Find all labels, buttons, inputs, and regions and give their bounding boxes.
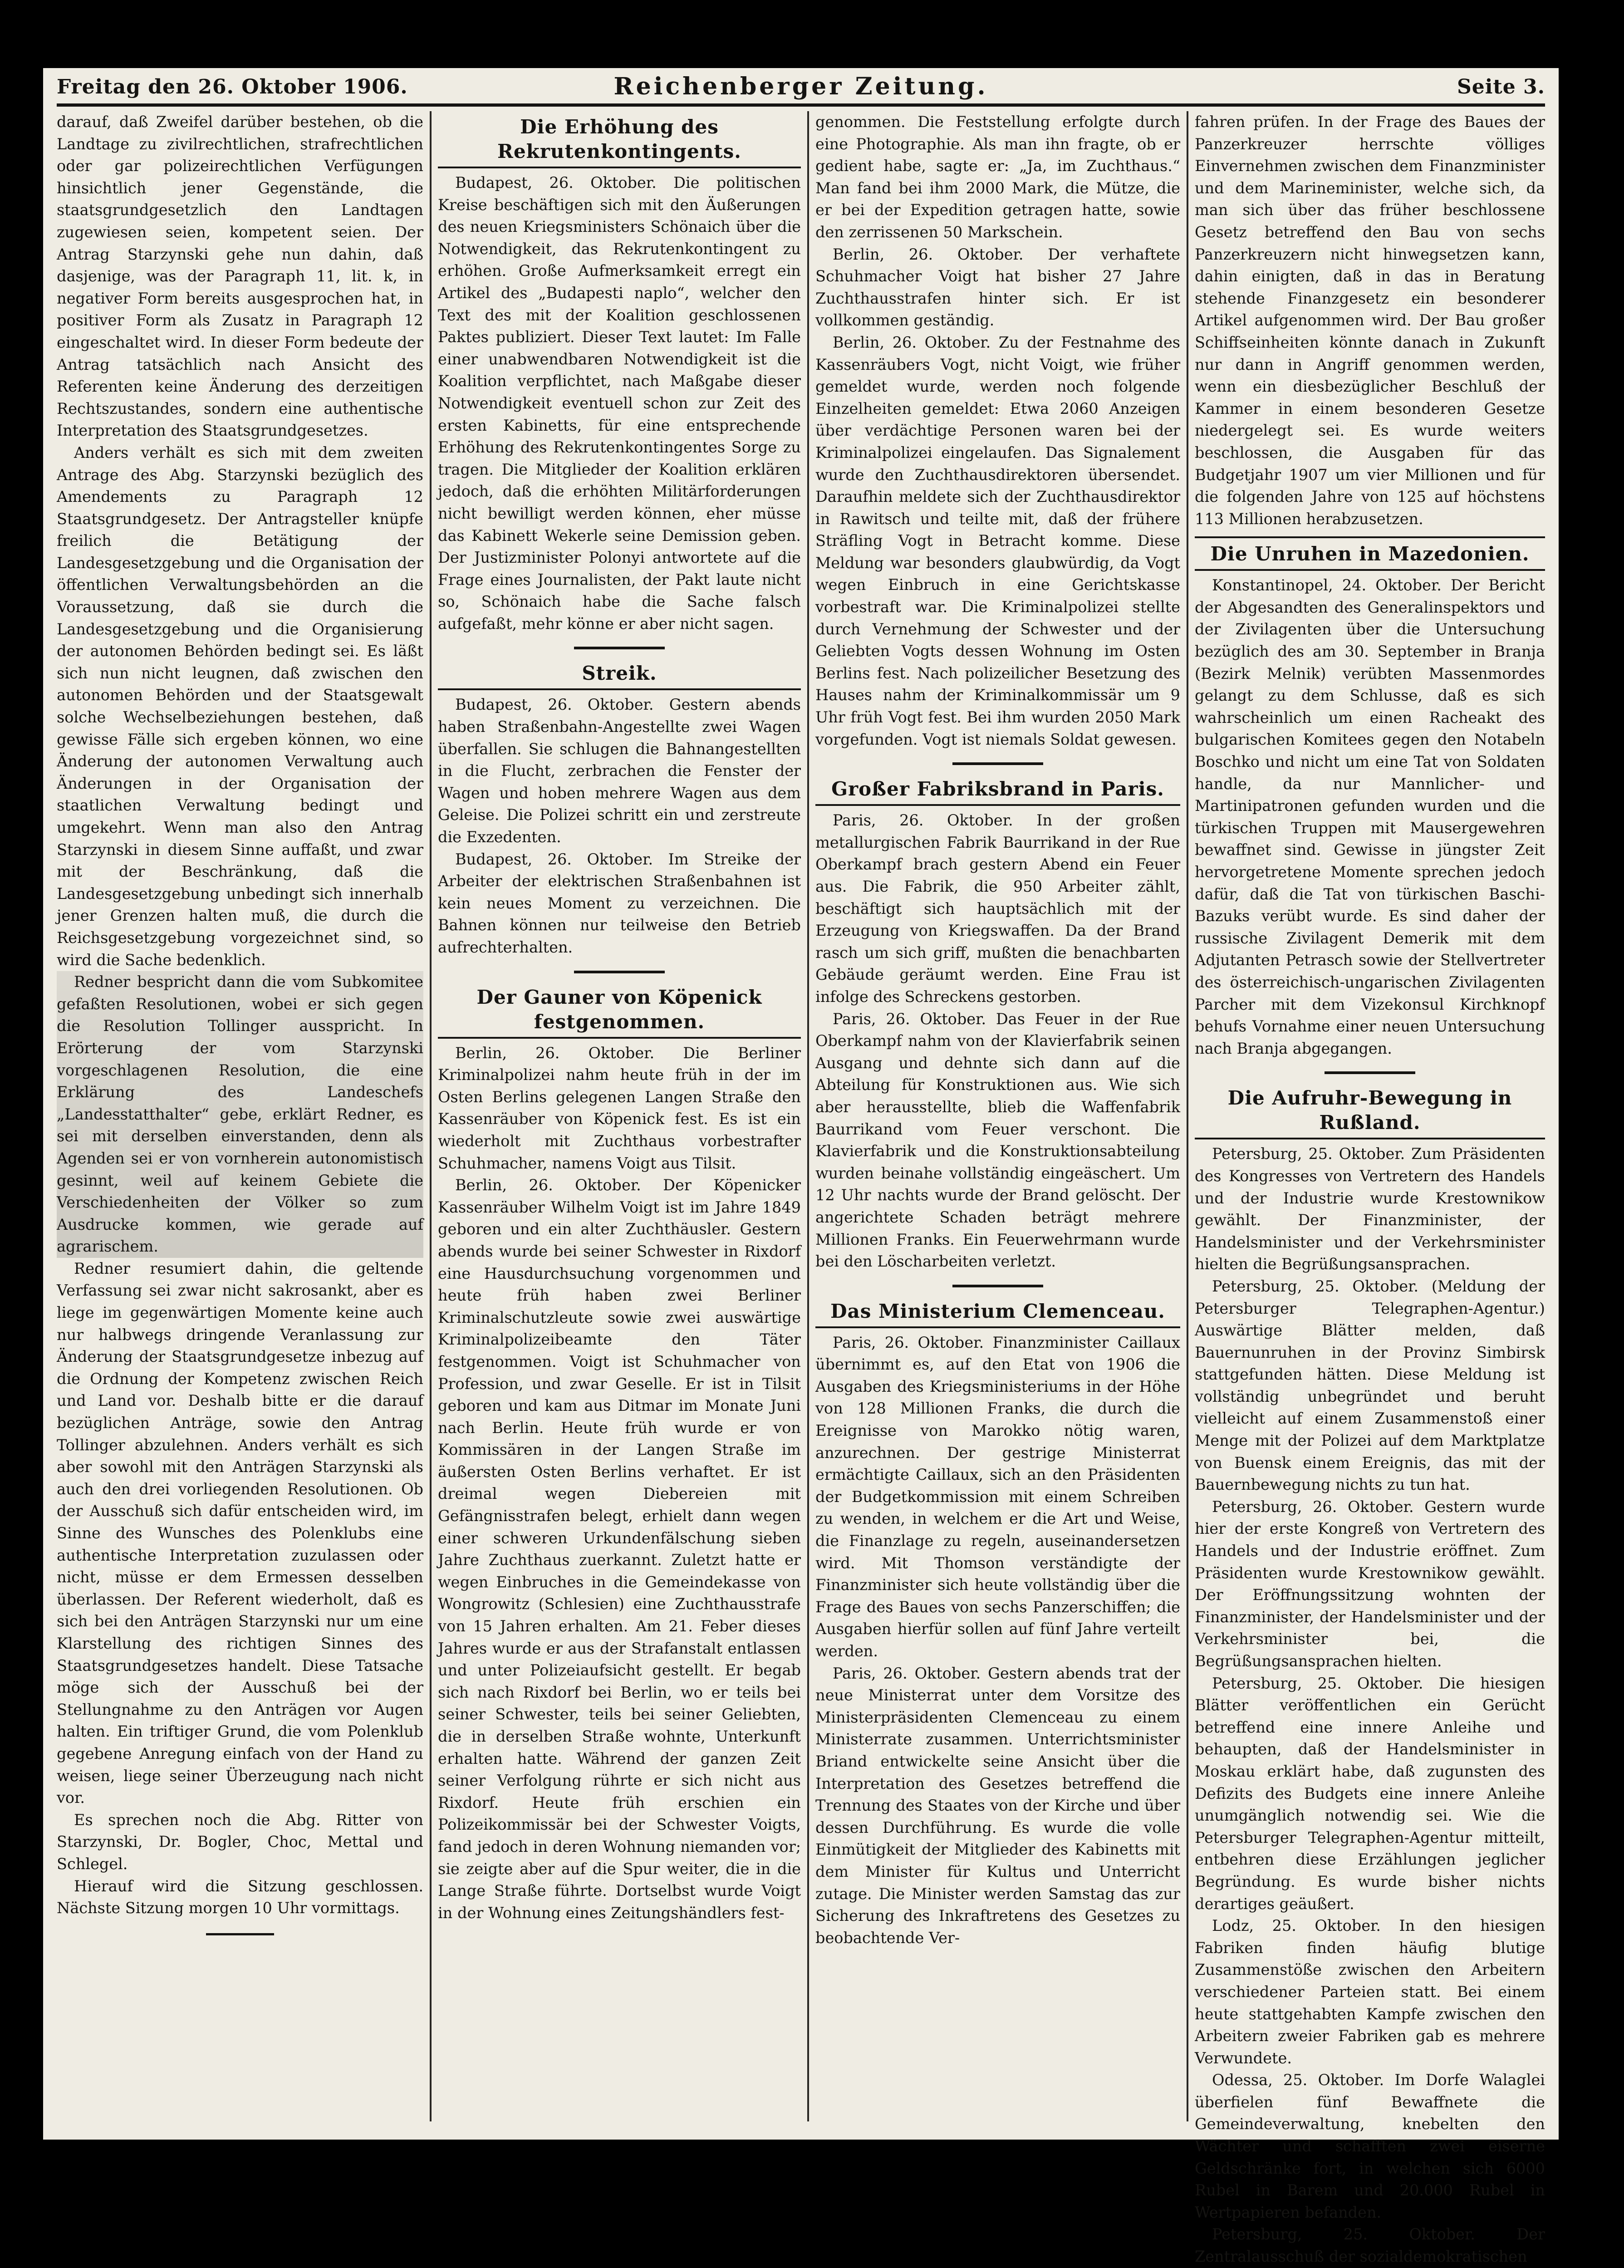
- article-title: Streik.: [582, 662, 657, 685]
- section-rule: [952, 762, 1043, 765]
- article-title: Die Unruhen in Mazedonien.: [1210, 543, 1530, 565]
- page-header: [57, 73, 1545, 101]
- title-rule: [438, 167, 801, 168]
- section-rule: [952, 1285, 1043, 1287]
- paragraph: Redner resumiert dahin, die geltende Verfassung sei zwar nicht sakrosankt, aber es liege im gegenwärtigen Momente keine auch nur halbwegs dringende Veranlassung zur Änderung der Staatsgrundgesetze inbezug auf die Ordnung der Kompetenz zwischen Reich und Land vor. Deshalb bitte er die darauf bezüglichen Anträge, sowie den Antrag Tollinger abzulehnen. Anders verhält es sich aber sowohl mit den Anträgen Starzynski als auch den drei vorliegenden Resolutionen. Ob der Ausschuß sich dafür entscheiden wird, im Sinne des Wunsches des Polenklubs eine authentische Interpretation zuzulassen oder nicht, müsse er dem Ermessen desselben überlassen. Der Referent wiederholt, daß es sich bei den Anträgen Starzynski nur um eine Klarstellung des richtigen Sinnes des Staatsgrundgesetzes handelt. Diese Tatsache möge sich der Ausschuß bei der Stellungnahme zu den Anträgen vor Augen halten. Ein triftiger Grund, die vom Polenklub gegebene Anregung einfach von der Hand zu weisen, liege seiner Überzeugung nach nicht vor.: [57, 1259, 423, 1807]
- title-rule: [815, 1326, 1180, 1328]
- paragraph: Budapest, 26. Oktober. Die politischen Kreise beschäftigen sich mit den Äußerungen des neuen Kriegsministers Schönaich über die Notwendigkeit, das Rekrutenkontingent zu erhöhen. Große Aufmerksamkeit erregt ein Artikel des „Budapesti naplo“, welcher den Text des mit der Koalition geschlossenen Paktes publiziert. Dieser Text lautet: Im Falle einer unabwendbaren Notwendigkeit ist die Koalition verpflichtet, nach Maßgabe dieser Notwendigkeit eventuell schon zur Zeit des ersten Kabinetts, für eine entsprechende Erhöhung des Rekrutenkontingentes Sorge zu tragen. Die Mitglieder der Koalition erklären jedoch, daß die erhöhten Militärforderungen nicht bewilligt werden können, eher müsse das Kabinett Wekerle seine Demission geben. Der Justizminister Polonyi antwortete auf die Frage eines Journalisten, der Pakt laute nicht so, Schönaich habe die Sache falsch aufgefaßt, mehr könne er aber nicht sagen.: [438, 174, 801, 633]
- paragraph: Paris, 26. Oktober. In der großen metallurgischen Fabrik Baurrikand in der Rue Oberkampf brach gestern Abend ein Feuer aus. Die Fabrik, die 950 Arbeiter zählt, beschäftigt sich hauptsächlich mit der Erzeugung von Kriegswaffen. Da der Brand rasch um sich griff, mußten die benachbarten Gebäude geräumt werden. Eine Frau ist infolge des Schreckens gestorben.: [815, 811, 1180, 1006]
- paragraph: Anders verhält es sich mit dem zweiten Antrage des Abg. Starzynski bezüglich des Amendements zu Paragraph 12 Staatsgrundgesetz. Der Antragsteller knüpfe freilich die Betätigung der Landesgesetzgebung und die Organisation der öffentlichen Verwaltungsbehörden an die Voraussetzung, daß sie durch die Landesgesetzgebung und die Organisierung der autonomen Behörden bedingt sei. Es läßt sich nun nicht leugnen, daß zwischen den autonomen Behörden und der Staatsgewalt solche Wechselbeziehungen bestehen, daß gewisse Fälle sich ergeben können, wo eine Änderung der autonomen Verwaltung auch Änderungen in der Organisation der staatlichen Verwaltung bedingt und umgekehrt. Wenn man also den Antrag Starzynski in diesem Sinne auffaßt, und zwar mit der Beschränkung, daß die Landesgesetzgebung unbedingt sich innerhalb jener Grenzen halten muß, die durch die Reichsgesetzgebung vorgezeichnet sind, so wird die Sache bedenklich.: [57, 443, 423, 969]
- paragraph: Petersburg, 25. Oktober. (Meldung der Petersburger Telegraphen-Agentur.) Auswärtige Blätter melden, daß Bauernunruhen in der Provinz Simbirsk stattgefunden hätten. Diese Meldung ist vollständig unbegründet und beruht vielleicht auf einem Zusammenstoß einer Menge mit der Polizei auf dem Marktplatze von Buensk einem Ereignis, das mit der Bauernbewegung nichts zu tun hat.: [1195, 1277, 1545, 1494]
- paragraph: Odessa, 25. Oktober. Im Dorfe Walaglei überfielen fünf Bewaffnete die Gemeindeverwaltung, knebelten den Wächter und schafften zwei eiserne Geldschränke fort, in welchen sich 6000 Rubel in Barem und 20.000 Rubel in Wertpapieren befanden.: [1195, 2071, 1545, 2221]
- paragraph: Berlin, 26. Oktober. Die Berliner Kriminalpolizei nahm heute früh in der im Osten Berlins gelegenen Langen Straße den Kassenräuber von Köpenick fest. Es ist ein wiederholt mit Zuchthaus vorbestrafter Schuhmacher, namens Voigt aus Tilsit.: [438, 1044, 801, 1172]
- masthead-title: Reichenberger Zeitung.: [613, 73, 988, 100]
- paragraph: Petersburg, 25. Oktober. Die hiesigen Blätter veröffentlichen ein Gerücht betreffend eine innere Anleihe und behaupten, daß der Handelsminister in Moskau erklärt habe, daß zugunsten des Defizits des Budgets eine innere Anleihe unumgänglich notwendig sei. Wie die Petersburger Telegraphen-Agentur mitteilt, entbehren diese Erzählungen jeglicher Begründung. Es wurde bisher nichts derartiges geäußert.: [1195, 1674, 1545, 1913]
- column-1: [57, 111, 423, 2121]
- paragraph: Petersburg, 26. Oktober. Gestern wurde hier der erste Kongreß von Vertretern des Handels und der Industrie eröffnet. Zum Präsidenten wurde Krestownikow gewählt. Der Eröffnungssitzung wohnten der Finanzminister, der Handelsminister und der Verkehrsminister bei, die Begrüßungsansprachen hielten.: [1195, 1497, 1545, 1670]
- paragraph: Paris, 26. Oktober. Finanzminister Caillaux übernimmt es, auf den Etat von 1906 die Ausgaben des Kriegsministeriums in der Höhe von 128 Millionen Franks, die durch die Ereignisse von Marokko nötig waren, anzurechnen. Der gestrige Ministerrat ermächtigte Caillaux, sich an den Präsidenten der Budgetkommission mit einem Schreiben zu wenden, in welchem er die Art und Weise, die Finanzlage zu regeln, auseinandersetzen wird. Mit Thomson verständigte der Finanzminister sich heute vollständig über die Frage des Baues von sechs Panzerschiffen; die Ausgaben hierfür sollen auf fünf Jahre verteilt werden.: [815, 1333, 1180, 1660]
- article-title: Die Aufruhr-Bewegung in Rußland.: [1227, 1087, 1512, 1134]
- paragraph: genommen. Die Feststellung erfolgte durch eine Photographie. Als man ihn fragte, ob er gedient habe, sagte er: „Ja, im Zuchthaus.“ Man fand bei ihm 2000 Mark, die Mütze, die er bei der Expedition getragen hatte, sowie den zerrissenen 50 Markschein.: [815, 113, 1180, 241]
- title-rule: [1195, 569, 1545, 571]
- columns: [57, 111, 1545, 2266]
- article-title: Der Gauner von Köpenick festgenommen.: [476, 986, 762, 1033]
- paragraph: Paris, 26. Oktober. Gestern abends trat der neue Ministerrat unter dem Vorsitze des Ministerpräsidenten Clemenceau zu einem Ministerrate zusammen. Unterrichtsminister Briand entwickelte seine Ansicht über die Interpretation des Gesetzes betreffend die Trennung des Staates von der Kirche und über dessen Durchführung. Es wurde die volle Einmütigkeit der Mitglieder des Kabinetts mit dem Minister für Kultus und Unterricht zutage. Die Minister werden Samstag das zur Sicherung des Inkraftretens des Gesetzes zu beobachtende Ver-: [815, 1664, 1180, 1947]
- header-rule: [57, 103, 1545, 107]
- column-rule: [807, 111, 809, 2121]
- title-rule: [1195, 1138, 1545, 1139]
- paragraph: Petersburg, 25. Oktober. Zum Präsidenten des Kongresses von Vertretern des Handels und der Industrie wurde Krestownikow gewählt. Der Finanzminister, der Handelsminister und der Verkehrsminister hielten die Begrüßungsansprachen.: [1195, 1145, 1545, 1273]
- newspaper-page: [43, 68, 1559, 2266]
- section-rule: [574, 971, 665, 973]
- column-2: [438, 111, 801, 2121]
- column-4: [1195, 111, 1545, 2266]
- title-rule: [815, 804, 1180, 806]
- column-rule: [1187, 111, 1188, 2121]
- paragraph: Konstantinopel, 24. Oktober. Der Bericht der Abgesandten des Generalinspektors und der Zivilagenten über die Untersuchung bezüglich des am 30. September in Branja (Bezirk Melnik) verübten Massenmordes gelangt zu dem Schlusse, daß es sich wahrscheinlich um einen Racheakt des bulgarischen Komitees gegen den Notabeln Boschko und nicht um eine Tat von Soldaten handle, da nur Mannlicher- und Martinipatronen gefunden wurden und die türkischen Truppen mit Mausergewehren bewaffnet sind. Gewisse in jüngster Zeit hervorgetretene Momente sprechen jedoch dafür, daß die Tat von türkischen Baschi-Bazuks verübt wurde. Es sind daher der russische Zivilagent Demerik mit dem Adjutanten Petrasch sowie der Stellvertreter des österreichisch-ungarischen Zivilagenten Parcher mit dem Vizekonsul Kirchknopf behufs Vornahme einer neuen Untersuchung nach Branja abgegangen.: [1195, 576, 1545, 1057]
- article-title: Großer Fabriksbrand in Paris.: [831, 778, 1164, 800]
- paragraph: fahren prüfen. In der Frage des Baues der Panzerkreuzer herrschte völliges Einvernehmen zwischen dem Finanzminister und dem Marineminister, welche sich, da man sich über das früher beschlossene Gesetz betreffend den Bau von sechs Panzerkreuzern nicht hinwegsetzen kann, dahin einigten, daß in das in Beratung stehende Finanzgesetz ein besonderer Artikel aufgenommen wird. Der Bau großer Schiffseinheiten könnte danach in Zukunft nur dann in Angriff genommen werden, wenn ein diesbezüglicher Beschluß der Kammer in einem besonderen Gesetze niedergelegt sei. Es wurde weiters beschlossen, die Ausgaben für das Budgetjahr 1907 um vier Millionen und für die folgenden Jahre von 125 auf höchstens 113 Millionen herabzusetzen.: [1195, 113, 1545, 528]
- paragraph: Berlin, 26. Oktober. Der Köpenicker Kassenräuber Wilhelm Voigt ist im Jahre 1849 geboren und ein alter Zuchthäusler. Gestern abends wurde bei seiner Schwester in Rixdorf eine Hausdurchsuchung vorgenommen und heute früh haben zwei Berliner Kriminalschutzleute sowie zwei auswärtige Kriminalpolizeibeamte den Täter festgenommen. Voigt ist Schuhmacher von Profession, und zwar Geselle. Er ist in Tilsit geboren und kam aus Ditmar im Monate Juni nach Berlin. Heute früh wurde er von Kommissären in der Langen Straße im äußersten Osten Berlins verhaftet. Er ist dreimal wegen Diebereien mit Gefängnisstrafen belegt, erhielt dann wegen einer schweren Urkundenfälschung sieben Jahre Zuchthaus zuerkannt. Zuletzt hatte er wegen Einbruches in die Gemeindekasse von Wongrowitz (Schlesien) eine Zuchthausstrafe von 15 Jahren erhalten. Am 21. Feber dieses Jahres wurde er aus der Strafanstalt entlassen und unter Polizeiaufsicht gestellt. Er begab sich nach Rixdorf bei Berlin, wo er teils bei seiner Schwester, teils bei seiner Geliebten, die in derselben Straße wohnte, Unterkunft erhalten hatte. Während der ganzen Zeit seiner Verfolgung rührte er sich nicht aus Rixdorf. Heute früh erschien ein Polizeikommissär bei der Schwester Voigts, fand jedoch in deren Wohnung niemanden vor; sie zeigte aber auf die Spur weiter, die in die Lange Straße führte. Dortselbst wurde Voigt in der Wohnung eines Zeitungshändlers fest-: [438, 1176, 801, 1922]
- section-rule: [1195, 536, 1545, 538]
- paragraph: Petersburg, 25. Oktober. Der Zentralausschuß der sozialdemokratischen: [1195, 2225, 1545, 2266]
- section-rule: [574, 647, 665, 649]
- paragraph: Budapest, 26. Oktober. Im Streike der Arbeiter der elektrischen Straßenbahnen ist kein neues Moment zu verzeichnen. Die Bahnen können nur teilweise den Betrieb aufrechterhalten.: [438, 850, 801, 956]
- section-rule: [1325, 1071, 1415, 1074]
- paragraph: Lodz, 25. Oktober. In den hiesigen Fabriken finden häufig blutige Zusammenstöße zwischen den Arbeitern verschiedener Parteien statt. Bei einem heute stattgehabten Kampfe zwischen den Arbeitern zweier Fabriken gab es mehrere Verwundete.: [1195, 1917, 1545, 2067]
- column-3: [815, 111, 1180, 2121]
- header-date: Freitag den 26. Oktober 1906.: [57, 75, 408, 98]
- paragraph: Berlin, 26. Oktober. Der verhaftete Schuhmacher Voigt hat bisher 27 Jahre Zuchthausstrafen hinter sich. Er ist vollkommen geständig.: [815, 245, 1180, 329]
- paragraph: Redner bespricht dann die vom Subkomitee gefaßten Resolutionen, wobei er sich gegen die Resolution Tollinger ausspricht. In Erörterung der vom Starzynski vorgeschlagenen Resolution, die eine Erklärung des Landeschefs „Landesstatthalter“ gebe, erklärt Redner, es sei mit derselben einverstanden, denn als Agenden sei er von vornherein autonomistisch gesinnt, weil auf keinem Gebiete die Verschiedenheiten der Völker so zum Ausdrucke kommen, wie gerade auf agrarischem.: [57, 971, 423, 1258]
- paragraph: darauf, daß Zweifel darüber bestehen, ob die Landtage zu zivilrechtlichen, strafrechtlichen oder gar polizeirechtlichen Verfügungen hinsichtlich jener Gegenstände, die staatsgrundgesetzlich den Landtagen zugewiesen seien, kompetent seien. Der Antrag Starzynski gehe nun dahin, daß dasjenige, was der Paragraph 11, lit. k, in negativer Form bereits ausgesprochen hat, in positiver Form als Zusatz in Paragraph 12 eingeschaltet wird. In dieser Form bedeute der Antrag tatsächlich nach Ansicht des Referenten keine Änderung des derzeitigen Rechtszustandes, sondern eine authentische Interpretation des Staatsgrundgesetzes.: [57, 113, 423, 440]
- header-page-number: Seite 3.: [1457, 75, 1545, 98]
- column-rule: [430, 111, 432, 2121]
- article-title: Die Erhöhung des Rekrutenkontingents.: [497, 116, 741, 162]
- paragraph: Berlin, 26. Oktober. Zu der Festnahme des Kassenräubers Vogt, nicht Voigt, wie früher gemeldet wurde, werden noch folgende Einzelheiten gemeldet: Etwa 2060 Anzeigen über verdächtige Personen waren bei der Kriminalpolizei eingelaufen. Das Signalement wurde den Zuchthausdirektoren übersendet. Daraufhin meldete sich der Zuchthausdirektor in Rawitsch und teilte mit, daß der frühere Sträfling Vogt in Betracht komme. Diese Meldung war besonders glaubwürdig, da Vogt wegen Einbruch in eine Gerichtskasse vorbestraft war. Die Kriminalpolizei stellte durch Vernehmung der Schwester und der Geliebten Vogts dessen Wohnung im Osten Berlins fest. Nach polizeilicher Besetzung des Hauses nahm der Kriminalkommissär um 9 Uhr früh Vogt fest. Bei ihm wurden 2050 Mark vorgefunden. Vogt ist niemals Soldat gewesen.: [815, 333, 1180, 748]
- paragraph: Hierauf wird die Sitzung geschlossen. Nächste Sitzung morgen 10 Uhr vormittags.: [57, 1877, 423, 1917]
- paragraph: Es sprechen noch die Abg. Ritter von Starzynski, Dr. Bogler, Choc, Mettal und Schlegel.: [57, 1811, 423, 1873]
- paragraph: Budapest, 26. Oktober. Gestern abends haben Straßenbahn-Angestellte zwei Wagen überfallen. Sie schlugen die Bahnangestellten in die Flucht, zerbrachen die Fenster der Wagen und hoben mehrere Wagen aus dem Geleise. Die Polizei schritt ein und zerstreute die Exzedenten.: [438, 696, 801, 846]
- article-title: Das Ministerium Clemenceau.: [830, 1300, 1165, 1322]
- paragraph: Paris, 26. Oktober. Das Feuer in der Rue Oberkampf nahm von der Klavierfabrik seinen Ausgang und dehnte sich dann auf die Abteilung für Konstruktionen aus. Wie sich aber herausstellte, blieb die Waffenfabrik Baurrikand vom Feuer verschont. Die Klavierfabrik und die Konstruktionsabteilung wurden beinahe vollständig eingeäschert. Um 12 Uhr nachts wurde der Brand gelöscht. Der angerichtete Schaden beträgt mehrere Millionen Franks. Ein Feuerwehrmann wurde bei den Löscharbeiten verletzt.: [815, 1010, 1180, 1271]
- title-rule: [438, 688, 801, 690]
- end-rule: [206, 1933, 274, 1935]
- title-rule: [438, 1037, 801, 1039]
